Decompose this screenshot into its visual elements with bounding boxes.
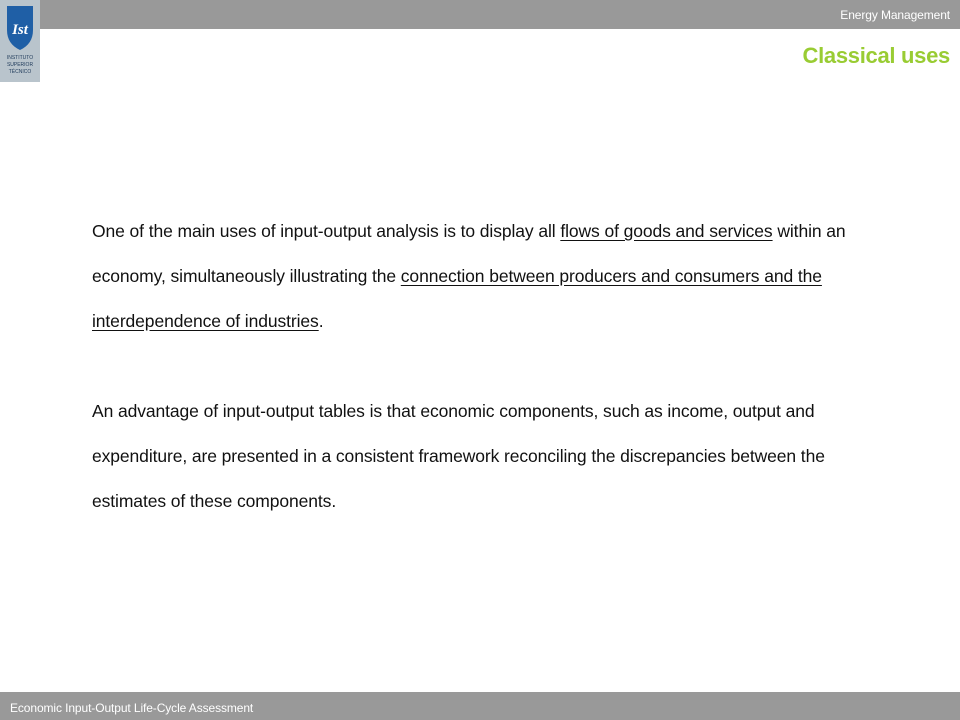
slide-title: Classical uses (802, 43, 950, 68)
paragraph-1 (92, 209, 892, 344)
underlined-phrase-flows: flows of goods and services (560, 221, 773, 241)
slide-body (92, 209, 892, 524)
logo-line-1: INSTITUTO (6, 55, 34, 61)
underlined-phrase-connection: connection between producers and consumers and the interdependence of industries (92, 266, 822, 331)
ist-logo (0, 0, 40, 82)
course-label: Energy Management (840, 8, 950, 22)
paragraph-1-text-a: One of the main uses of input-output analysis is to display all (92, 221, 561, 241)
logo-line-3: TÉCNICO (8, 69, 32, 75)
footer-bar (0, 692, 960, 720)
paragraph-1-text-b: within an economy, simultaneously illustrating the (92, 221, 846, 286)
paragraph-2: An advantage of input-output tables is that economic components, such as income, output and expenditure, are presented in a consistent framework reconciling the discrepancies between the estimates of these components. (92, 401, 825, 511)
footer-label: Economic Input-Output Life-Cycle Assessment (10, 701, 254, 715)
paragraph-1-text-c: . (318, 311, 324, 331)
logo-monogram: Ist (12, 22, 28, 38)
logo-line-2: SUPERIOR (6, 62, 34, 68)
header-bar (0, 0, 960, 29)
